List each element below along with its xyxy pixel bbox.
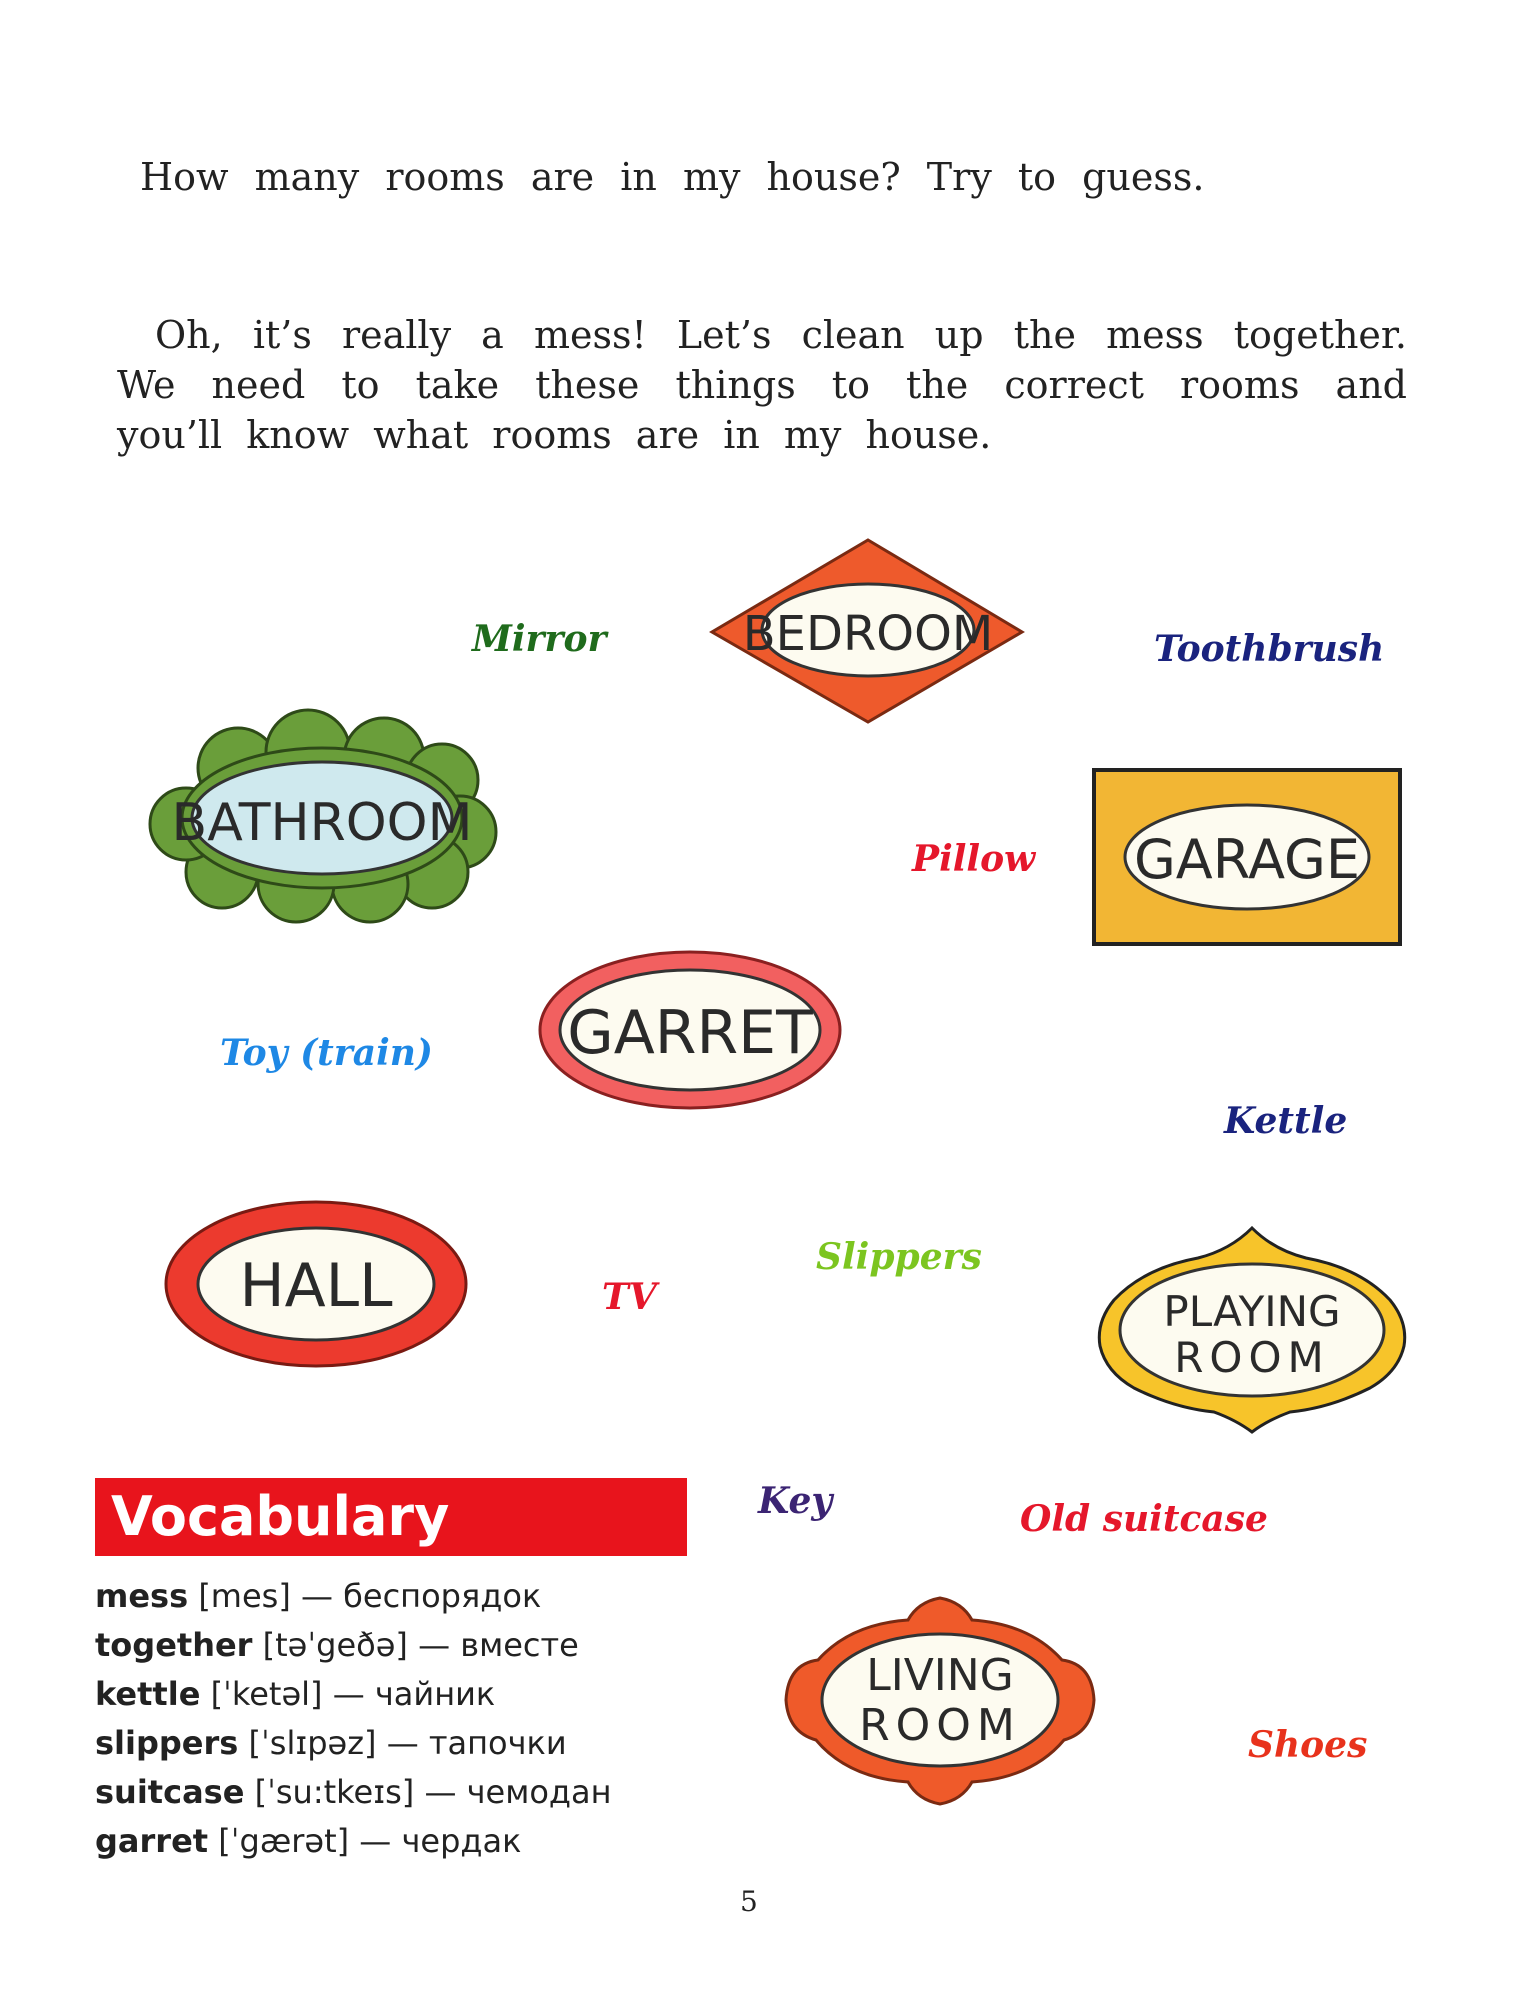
vocabulary-word: suitcase [95,1773,245,1811]
garage-sign [1094,770,1400,944]
vocabulary-translation: [ˈslɪpəz] — тапочки [238,1724,567,1762]
item-mirror: Mirror [472,618,607,660]
living-room-label-line2: ROOM [859,1700,1021,1751]
item-toothbrush: Toothbrush [1154,628,1385,670]
garage-label: GARAGE [1133,828,1361,891]
vocabulary-translation: [ˈgærət] — чердак [208,1822,522,1860]
vocabulary-entry [95,1621,612,1670]
vocabulary-title: Vocabulary [111,1485,450,1548]
bedroom-label: BEDROOM [742,606,994,662]
instruction-text: Oh, it’s really a mess! Let’s clean up the mess together. We need to take these things to the correct rooms and you’ll know what rooms are in my house. [117,313,1407,457]
living-room-label-line1: LIVING [866,1650,1014,1701]
vocabulary-word: slippers [95,1724,239,1762]
item-toy-train: Toy (train) [220,1032,433,1074]
hall-sign [166,1202,466,1366]
bathroom-label: BATHROOM [171,793,473,853]
item-slippers: Slippers [816,1236,982,1278]
playing-room-sign [1099,1228,1404,1432]
garret-sign [540,952,840,1108]
bathroom-sign [150,710,496,922]
item-kettle: Kettle [1224,1100,1348,1142]
item-tv: TV [602,1276,657,1318]
hall-label: HALL [239,1251,393,1321]
vocabulary-word: together [95,1626,253,1664]
garret-label: GARRET [567,998,813,1068]
vocabulary-word: garret [95,1822,209,1860]
vocabulary-translation: [mes] — беспорядок [188,1577,542,1615]
intro-question: How many rooms are in my house? Try to guess. [140,155,1205,199]
living-room-sign [786,1598,1094,1804]
vocabulary-translation: [ˈketəl] — чайник [200,1675,496,1713]
vocabulary-entry [95,1768,612,1817]
bedroom-sign [712,540,1022,722]
page-number: 5 [740,1885,758,1918]
vocabulary-entry [95,1572,612,1621]
vocabulary-translation: [ˈsu:tkeɪs] — чемодан [244,1773,612,1811]
vocabulary-list [95,1572,612,1866]
vocabulary-entry [95,1670,612,1719]
item-shoes: Shoes [1248,1724,1368,1766]
vocabulary-translation: [təˈgeðə] — вместе [252,1626,579,1664]
playing-room-label-line2: ROOM [1174,1333,1330,1382]
playing-room-label-line1: PLAYING [1163,1287,1341,1336]
vocabulary-word: kettle [95,1675,201,1713]
vocabulary-entry [95,1817,612,1866]
item-old-suitcase: Old suitcase [1020,1498,1268,1540]
vocabulary-header [95,1478,687,1556]
vocabulary-word: mess [95,1577,189,1615]
item-key: Key [758,1480,833,1522]
vocabulary-entry [95,1719,612,1768]
item-pillow: Pillow [912,838,1036,880]
